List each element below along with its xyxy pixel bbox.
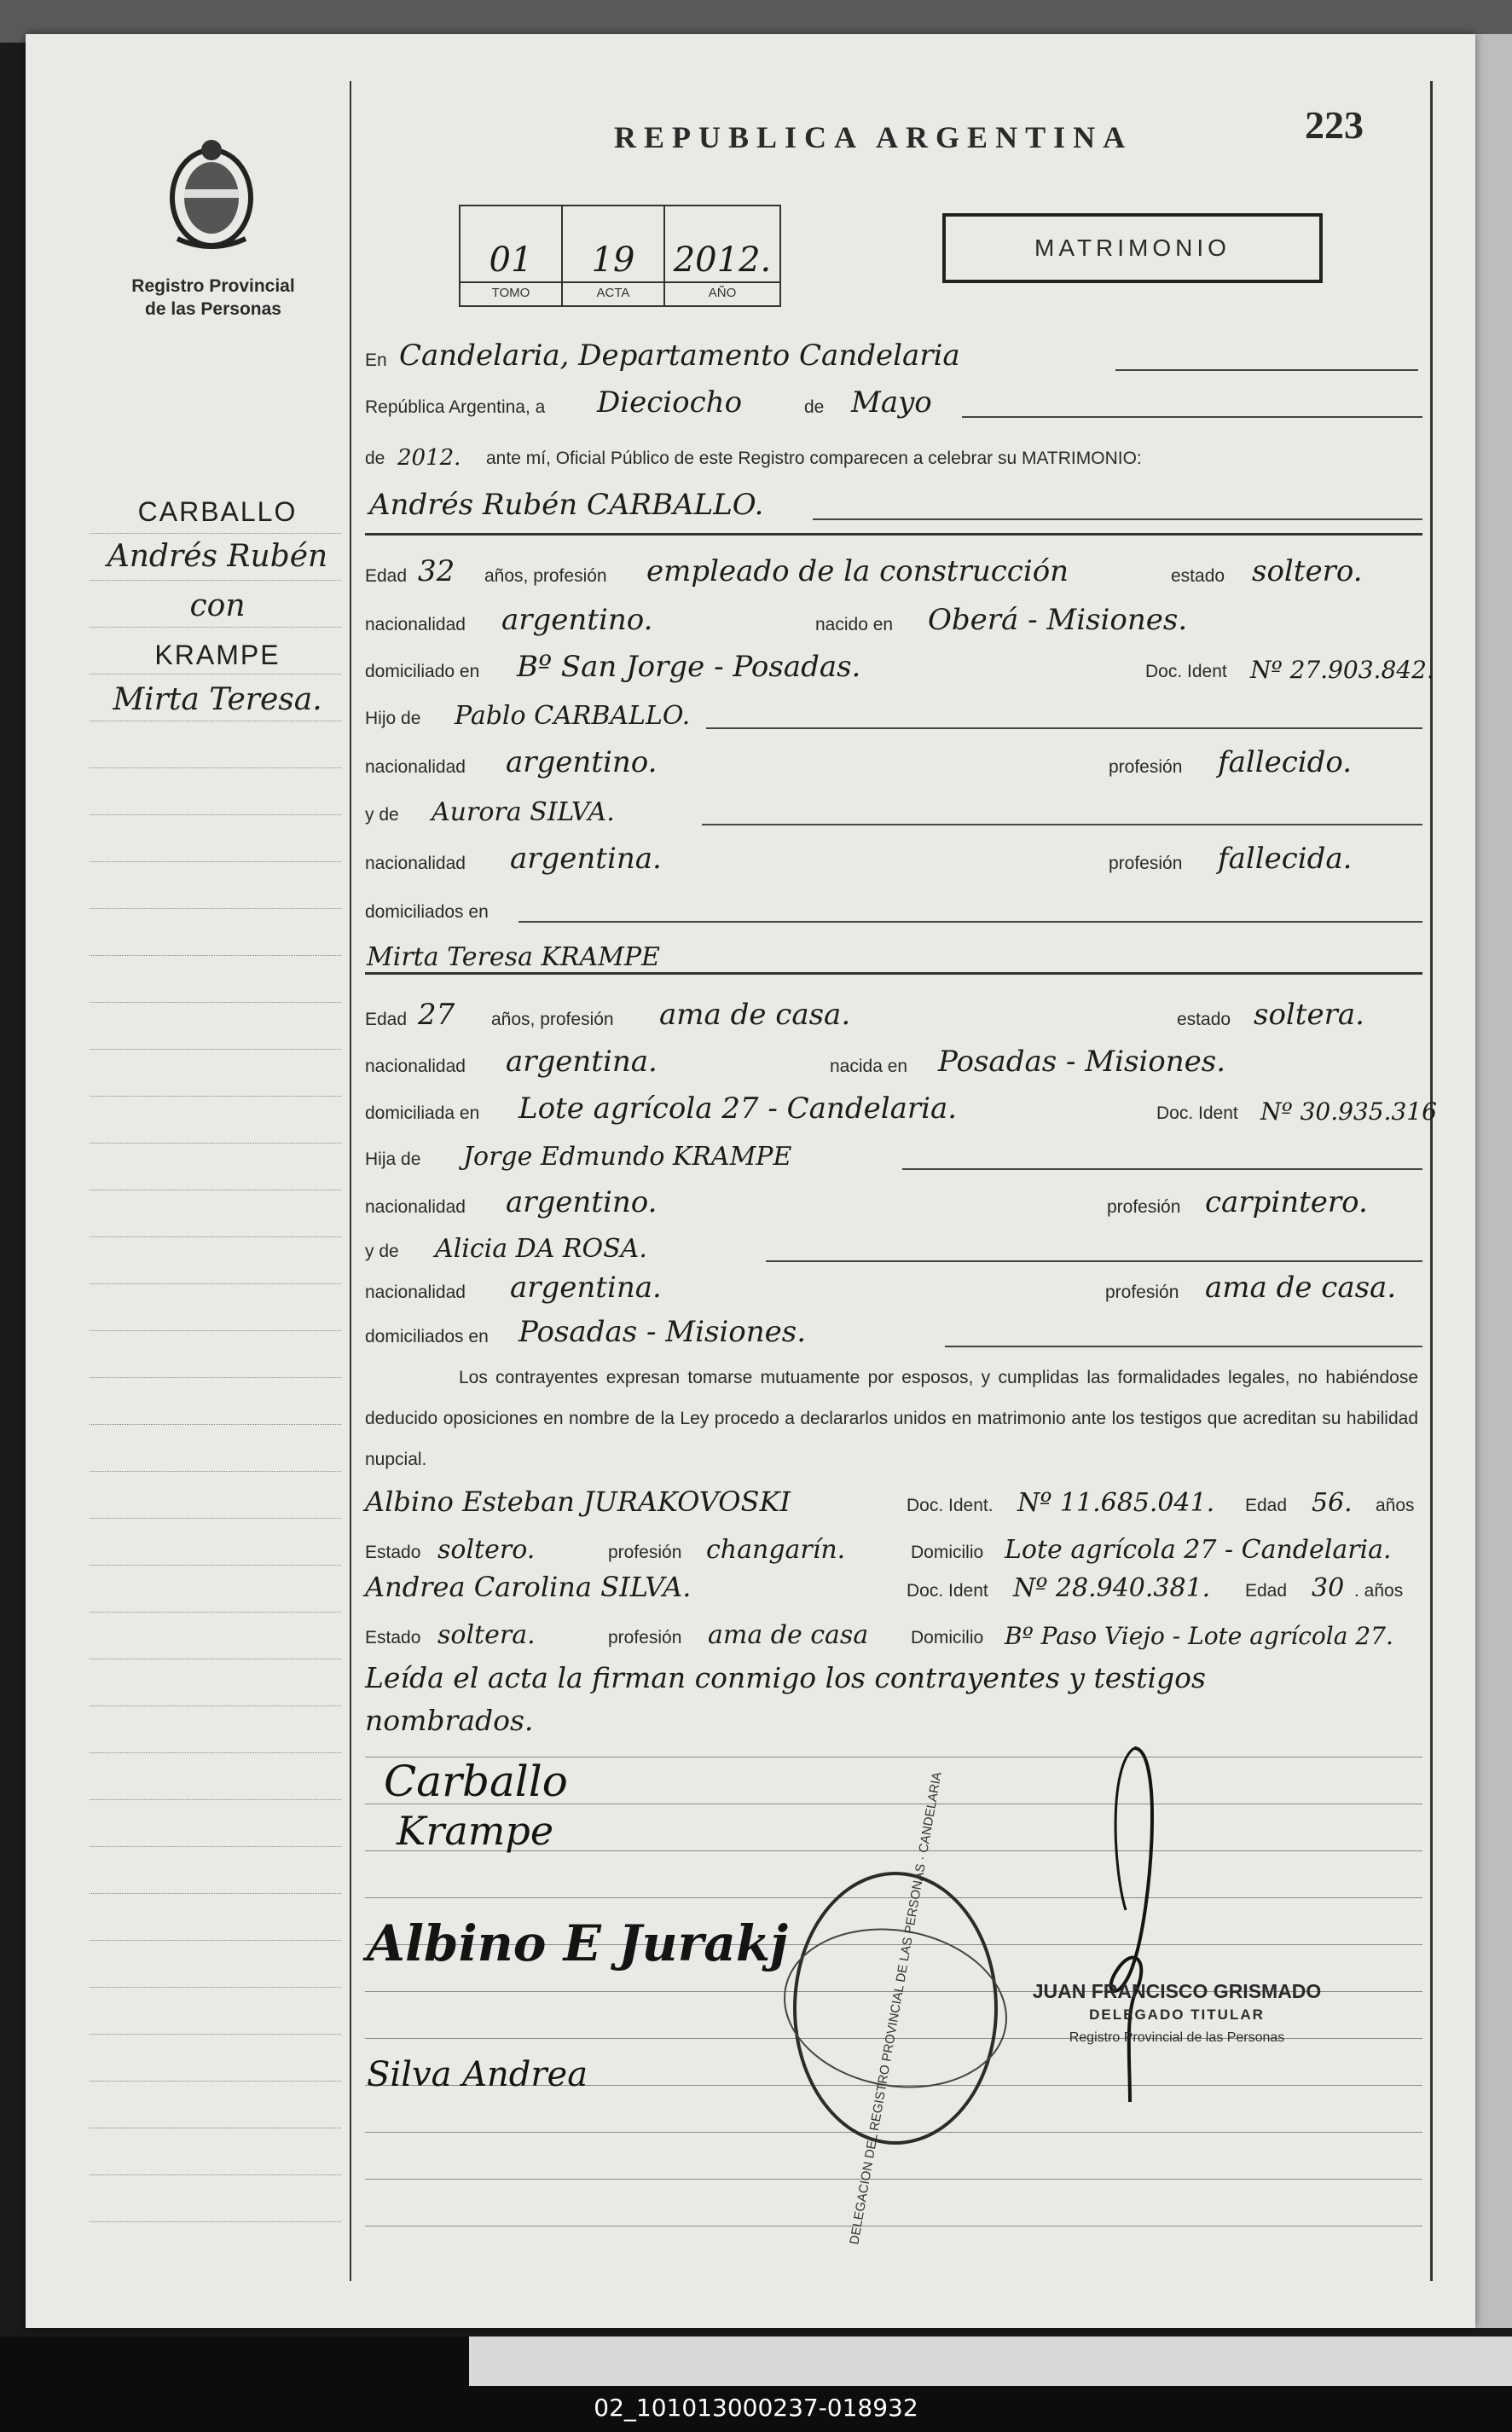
right-border (1430, 81, 1433, 2281)
father-label: Hija de (365, 1149, 421, 1169)
place-value: Candelaria, Departamento Candelaria (399, 339, 960, 373)
bride-estado: soltera. (1254, 998, 1364, 1032)
witness2-name: Andrea Carolina SILVA. (365, 1571, 692, 1603)
father-nat-label: nacionalidad (365, 757, 466, 777)
born-label: nacido en (815, 615, 894, 634)
margin-line (90, 1049, 341, 1050)
father-label: Hijo de (365, 709, 421, 728)
fill-line (902, 1168, 1422, 1170)
witness2-dom: Bº Paso Viejo - Lote agrícola 27. (1005, 1622, 1393, 1650)
witness1-anos-label: años (1376, 1496, 1415, 1515)
groom-signature: Carballo (384, 1757, 568, 1806)
margin-line (90, 1612, 341, 1613)
mother-label: y de (365, 805, 399, 825)
groom-father-prof: fallecido. (1218, 745, 1353, 779)
doc-label: Doc. Ident (1156, 1103, 1238, 1123)
statement-text: ante mí, Oficial Público de este Registro comparecen a celebrar su MATRIMONIO: (486, 449, 1142, 468)
mother-prof-label: profesión (1109, 854, 1183, 873)
witness2-signature: Silva Andrea (367, 2055, 588, 2094)
margin-groom-given: Andrés Rubén (107, 539, 328, 574)
margin-con: con (189, 588, 246, 623)
witness2-edad-label: Edad (1245, 1581, 1288, 1601)
witness1-prof: changarín. (706, 1535, 846, 1565)
doc-label: Doc. Ident (1145, 662, 1227, 681)
groom-profession: empleado de la construcción (646, 554, 1069, 588)
intro-statement-row (365, 426, 1422, 476)
groom-parents-dom-row (365, 880, 1422, 929)
witness1-dom-label: Domicilio (911, 1543, 984, 1562)
margin-line (90, 674, 341, 675)
bride-nationality: argentina. (506, 1045, 658, 1079)
margin-line (90, 2174, 341, 2175)
margin-line (90, 2081, 341, 2082)
mother-label: y de (365, 1242, 399, 1261)
witness1-row (365, 1474, 1422, 1523)
bride-mother-prof: ama de casa. (1205, 1271, 1397, 1305)
witness2-age: 30 (1312, 1573, 1345, 1603)
bride-father-prof: carpintero. (1205, 1185, 1368, 1219)
groom-father-nat: argentino. (506, 745, 658, 779)
nationality-label: nacionalidad (365, 1057, 466, 1076)
domicile-label: domiciliada en (365, 1103, 480, 1123)
profession-label: años, profesión (491, 1010, 614, 1029)
witness1-dom: Lote agrícola 27 - Candelaria. (1005, 1535, 1392, 1565)
margin-line (90, 1518, 341, 1519)
ano-cell (665, 206, 779, 305)
bride-parents-dom: Posadas - Misiones. (518, 1315, 807, 1349)
domicile-label: domiciliado en (365, 662, 480, 681)
edad-label: Edad (365, 566, 408, 586)
margin-line (90, 1987, 341, 1988)
officer-office: Registro Provincial de las Personas (1069, 2030, 1285, 2045)
margin-line (90, 861, 341, 862)
groom-father: Pablo CARBALLO. (455, 701, 691, 731)
groom-name: Andrés Rubén CARBALLO. (369, 488, 764, 522)
witness2-prof-label: profesión (608, 1628, 682, 1647)
margin-line (90, 1565, 341, 1566)
bride-father: Jorge Edmundo KRAMPE (463, 1142, 792, 1172)
witness2-estado: soltera. (437, 1620, 536, 1650)
closing-row2 (365, 1693, 1422, 1742)
witness2-dom-label: Domicilio (911, 1628, 984, 1647)
ano-label: AÑO (665, 281, 779, 300)
fill-line (702, 824, 1422, 825)
groom-mother-row (365, 783, 1422, 832)
registry-line1: Registro Provincial (131, 276, 295, 296)
mother-nat-label: nacionalidad (365, 1283, 466, 1302)
margin-line (90, 1893, 341, 1894)
coat-of-arms-icon (160, 136, 263, 256)
bride-mother: Alicia DA ROSA. (435, 1234, 647, 1264)
groom-mother-prof: fallecida. (1218, 842, 1353, 876)
margin-line (90, 533, 341, 534)
page-number: 223 (1305, 103, 1364, 147)
bride-domicile: Lote agrícola 27 - Candelaria. (518, 1092, 958, 1126)
intro-date-row (365, 375, 1422, 425)
margin-line (90, 627, 341, 628)
country-title: REPUBLICA ARGENTINA (614, 120, 1133, 154)
parents-dom-label: domiciliados en (365, 1327, 489, 1346)
margin-divider (350, 81, 351, 2281)
margin-line (90, 1471, 341, 1472)
fill-line (945, 1346, 1422, 1347)
margin-line (90, 1424, 341, 1425)
margin-line (90, 1002, 341, 1003)
stamp-text: DELEGACION DEL REGISTRO PROVINCIAL DE LAS PERSONAS · CANDELARIA (771, 1911, 1020, 2105)
witness2-doc: Nº 28.940.381. (1013, 1573, 1211, 1603)
bride-name: Mirta Teresa KRAMPE (367, 942, 660, 972)
groom-domicile: Bº San Jorge - Posadas. (517, 650, 861, 684)
margin-line (90, 2034, 341, 2035)
bride-domicile-row (365, 1081, 1437, 1131)
act-reference-table (459, 205, 781, 307)
year-value: 2012. (397, 445, 461, 471)
groom-born: Oberá - Misiones. (928, 603, 1188, 637)
margin-bride-given: Mirta Teresa. (113, 682, 322, 717)
mother-nat-label: nacionalidad (365, 854, 466, 873)
acta-cell (563, 206, 665, 305)
groom-age: 32 (418, 554, 455, 588)
margin-line (90, 580, 341, 581)
witness1-name: Albino Esteban JURAKOVOSKI (365, 1485, 791, 1518)
witness2-detail-row (365, 1606, 1422, 1655)
page-edge (1475, 34, 1512, 2328)
profession-label: años, profesión (484, 566, 607, 586)
mother-prof-label: profesión (1105, 1283, 1179, 1302)
ano-value: 2012. (673, 240, 772, 280)
witness1-estado: soltero. (437, 1535, 536, 1565)
margin-line (90, 1799, 341, 1800)
tomo-cell (461, 206, 563, 305)
officer-title: DELEGADO TITULAR (1089, 2006, 1265, 2023)
acta-value: 19 (591, 240, 635, 280)
groom-domicile-row (365, 640, 1434, 689)
margin-line (90, 1940, 341, 1941)
bride-born: Posadas - Misiones. (938, 1045, 1226, 1079)
bride-mother-nat: argentina. (510, 1271, 662, 1305)
bride-father-nat: argentino. (506, 1185, 658, 1219)
groom-age-row (365, 544, 1422, 594)
witness1-age: 56. (1312, 1488, 1353, 1518)
margin-bride-surname: KRAMPE (154, 640, 281, 670)
nationality-label: nacionalidad (365, 615, 466, 634)
groom-name-row (365, 478, 1422, 527)
witness2-doc-label: Doc. Ident (907, 1581, 988, 1601)
margin-line (90, 2221, 341, 2222)
act-type-box: MATRIMONIO (942, 213, 1323, 283)
witness2-row (365, 1559, 1422, 1608)
fill-line (518, 921, 1422, 923)
margin-line (90, 955, 341, 956)
father-prof-label: profesión (1107, 1197, 1181, 1217)
margin-line (90, 767, 341, 768)
margin-line (90, 814, 341, 815)
witness1-doc-label: Doc. Ident. (907, 1496, 994, 1515)
margin-line (90, 1846, 341, 1847)
tomo-label: TOMO (461, 281, 561, 300)
file-id: 02_101013000237-018932 (594, 2394, 918, 2422)
groom-doc: Nº 27.903.842. (1250, 656, 1434, 684)
scan-footer-strip (469, 2336, 1512, 2386)
fill-line (962, 416, 1422, 418)
parents-dom-label: domiciliados en (365, 902, 489, 922)
tomo-value: 01 (489, 240, 533, 280)
declaration-text: Los contrayentes expresan tomarse mutuamente por esposos, y cumplidas las formalidades legales, no habiéndose deducido oposiciones en nombre de la Ley procedo a declararlos unidos en matrimonio ante los testigos que acreditan su habilidad nupcial. (365, 1368, 1418, 1469)
margin-line (90, 1752, 341, 1753)
registry-line2: de las Personas (145, 299, 281, 319)
margin-line (90, 1330, 341, 1331)
estado-label: estado (1177, 1010, 1231, 1029)
bride-father-nat-row (365, 1175, 1422, 1225)
month-value: Mayo (851, 385, 932, 420)
bride-parents-dom-row (365, 1305, 1422, 1354)
registry-name (102, 275, 324, 321)
section-divider (365, 533, 1422, 536)
de-label: de (804, 397, 825, 417)
day-value: Dieciocho (597, 385, 743, 420)
groom-nationality: argentino. (501, 603, 653, 637)
officer-name: JUAN FRANCISCO GRISMADO (1032, 1980, 1322, 2002)
witness1-edad-label: Edad (1245, 1496, 1288, 1515)
witness2-anos-label: . años (1354, 1581, 1404, 1601)
section-divider (365, 972, 1422, 975)
ruled-line (365, 2179, 1422, 2180)
groom-father-nat-row (365, 735, 1422, 785)
margin-line (90, 1377, 341, 1378)
bride-age: 27 (418, 998, 455, 1032)
witness1-signature: Albino E Jurakj (367, 1914, 788, 1972)
witness1-doc: Nº 11.685.041. (1017, 1488, 1215, 1518)
groom-father-row (365, 686, 1422, 736)
witness1-prof-label: profesión (608, 1543, 682, 1562)
de2-label: de (365, 449, 385, 468)
bride-age-row (365, 987, 1422, 1037)
bride-mother-nat-row (365, 1260, 1422, 1310)
groom-mother-nat: argentina. (510, 842, 662, 876)
fill-line (813, 518, 1422, 520)
margin-line (90, 1705, 341, 1706)
bride-father-row (365, 1127, 1422, 1177)
born-label: nacida en (830, 1057, 908, 1076)
groom-mother: Aurora SILVA. (432, 797, 615, 827)
margin-line (90, 1096, 341, 1097)
acta-label: ACTA (563, 281, 663, 300)
witness2-prof: ama de casa (708, 1620, 869, 1650)
witness1-estado-label: Estado (365, 1543, 421, 1562)
bride-nationality-row (365, 1034, 1422, 1084)
groom-mother-nat-row (365, 831, 1422, 881)
fill-line (706, 727, 1422, 729)
groom-nationality-row (365, 593, 1422, 642)
margin-line (90, 908, 341, 909)
bride-signature: Krampe (397, 1808, 554, 1854)
margin-line (90, 1236, 341, 1237)
margin-groom-surname: CARBALLO (137, 496, 298, 527)
margin-line (90, 1283, 341, 1284)
groom-estado: soltero. (1252, 554, 1363, 588)
officer-signature-icon (1083, 1740, 1177, 2106)
official-stamp (793, 1770, 998, 2246)
estado-label: estado (1171, 566, 1225, 586)
closing-line2: nombrados. (365, 1704, 534, 1737)
fill-line (1115, 369, 1418, 371)
officer-block (1006, 1980, 1347, 2049)
en-label: En (365, 350, 387, 370)
republica-label: República Argentina, a (365, 397, 546, 417)
edad-label: Edad (365, 1010, 408, 1029)
closing-line1: Leída el acta la firman conmigo los contrayentes y testigos (365, 1661, 1206, 1694)
bride-name-row (365, 928, 1422, 977)
witness2-estado-label: Estado (365, 1628, 421, 1647)
bride-doc: Nº 30.935.316 (1260, 1097, 1437, 1126)
father-prof-label: profesión (1109, 757, 1183, 777)
intro-place-row (365, 328, 1422, 378)
margin-line (90, 1143, 341, 1144)
father-nat-label: nacionalidad (365, 1197, 466, 1217)
bride-profession: ama de casa. (659, 998, 851, 1032)
